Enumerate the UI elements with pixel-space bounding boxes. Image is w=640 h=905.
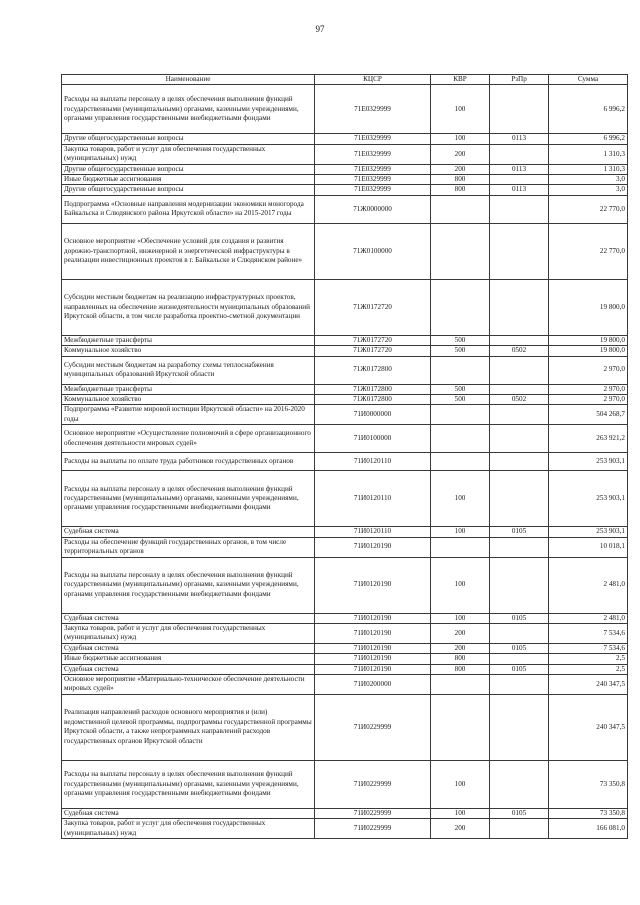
cell-sum: 3,0 xyxy=(549,175,628,185)
cell-name: Другие общегосударственные вопросы xyxy=(62,164,315,174)
cell-sum: 253 903,1 xyxy=(549,471,628,527)
cell-sum: 73 350,8 xyxy=(549,808,628,818)
table-row xyxy=(62,557,628,613)
column-header-name: Наименование xyxy=(62,75,315,85)
table-header-row xyxy=(62,75,628,85)
table-row xyxy=(62,613,628,623)
cell-kvr: 800 xyxy=(431,664,490,674)
cell-rzpr xyxy=(490,557,549,613)
table-row xyxy=(62,453,628,471)
cell-sum: 2 970,0 xyxy=(549,395,628,405)
table-row xyxy=(62,819,628,839)
table-row xyxy=(62,674,628,694)
cell-kvr: 800 xyxy=(431,654,490,664)
table-row xyxy=(62,395,628,405)
cell-name: Судебная система xyxy=(62,664,315,674)
cell-kvr xyxy=(431,425,490,453)
table-row xyxy=(62,664,628,674)
cell-sum: 22 770,0 xyxy=(549,223,628,279)
cell-kcsr: 71Ж0172800 xyxy=(315,384,431,394)
cell-name: Межбюджетные трансферты xyxy=(62,335,315,345)
cell-kcsr: 71Е0329999 xyxy=(315,134,431,144)
cell-sum: 504 268,7 xyxy=(549,405,628,425)
cell-rzpr xyxy=(490,654,549,664)
cell-rzpr xyxy=(490,223,549,279)
column-header-rzpr: РзПр xyxy=(490,75,549,85)
cell-kcsr: 71Ж0100000 xyxy=(315,223,431,279)
cell-rzpr xyxy=(490,760,549,808)
cell-rzpr xyxy=(490,623,549,643)
cell-sum: 6 996,2 xyxy=(549,134,628,144)
cell-kvr: 200 xyxy=(431,623,490,643)
cell-sum: 1 310,3 xyxy=(549,164,628,174)
cell-sum: 2,5 xyxy=(549,664,628,674)
cell-kcsr: 71Е0329999 xyxy=(315,185,431,195)
table-row xyxy=(62,335,628,345)
cell-rzpr xyxy=(490,819,549,839)
cell-name: Субсидии местным бюджетам на реализацию инфраструктурных проектов, направленных на обеспечение жизнедеятельности муниципальных образований Иркутской области, в том числе разработка проектно-сметной документации xyxy=(62,279,315,335)
table-row xyxy=(62,279,628,335)
cell-sum: 1 310,3 xyxy=(549,144,628,164)
cell-name: Судебная система xyxy=(62,643,315,653)
cell-name: Расходы на выплаты персоналу в целях обеспечения выполнения функций государственными (муниципальными) органами, казенными учреждениями, органами управления государственными внебюджетными фондами xyxy=(62,760,315,808)
cell-rzpr: 0105 xyxy=(490,527,549,537)
cell-name: Закупка товаров, работ и услуг для обеспечения государственных (муниципальных) нужд xyxy=(62,623,315,643)
cell-kvr xyxy=(431,356,490,384)
cell-kvr: 200 xyxy=(431,164,490,174)
cell-rzpr xyxy=(490,694,549,760)
cell-kvr xyxy=(431,279,490,335)
cell-kcsr: 71Ж0172800 xyxy=(315,395,431,405)
cell-kvr xyxy=(431,453,490,471)
cell-kvr: 100 xyxy=(431,527,490,537)
cell-sum: 240 347,5 xyxy=(549,674,628,694)
cell-rzpr xyxy=(490,537,549,557)
cell-kvr: 200 xyxy=(431,819,490,839)
table-row xyxy=(62,134,628,144)
page-number: 97 xyxy=(315,24,325,34)
cell-name: Закупка товаров, работ и услуг для обеспечения государственных (муниципальных) нужд xyxy=(62,819,315,839)
cell-rzpr: 0105 xyxy=(490,643,549,653)
table-row xyxy=(62,643,628,653)
table-row xyxy=(62,425,628,453)
table-row xyxy=(62,85,628,134)
budget-table xyxy=(61,74,628,839)
cell-rzpr xyxy=(490,175,549,185)
cell-name: Основное мероприятие «Обеспечение условий для создания и развития дорожно-транспортной, инженерной и энергетической инфраструктуры в реализации инвестиционных проектов в г. Байкальске и Слюдянском районе» xyxy=(62,223,315,279)
cell-rzpr xyxy=(490,356,549,384)
table-row xyxy=(62,471,628,527)
cell-sum: 73 350,8 xyxy=(549,760,628,808)
cell-kvr: 200 xyxy=(431,643,490,653)
cell-name: Коммунальное хозяйство xyxy=(62,395,315,405)
cell-kvr xyxy=(431,223,490,279)
cell-name: Судебная система xyxy=(62,613,315,623)
cell-kvr: 500 xyxy=(431,346,490,356)
cell-rzpr xyxy=(490,85,549,134)
cell-kcsr: 71Ж0172720 xyxy=(315,279,431,335)
cell-kvr: 800 xyxy=(431,185,490,195)
table-row xyxy=(62,356,628,384)
cell-kcsr: 71Ж0172800 xyxy=(315,356,431,384)
cell-kcsr: 71И0100000 xyxy=(315,425,431,453)
table-row xyxy=(62,223,628,279)
cell-name: Расходы на выплаты персоналу в целях обеспечения выполнения функций государственными (муниципальными) органами, казенными учреждениями, органами управления государственными внебюджетными фондами xyxy=(62,471,315,527)
cell-kcsr: 71Е0329999 xyxy=(315,164,431,174)
cell-kvr: 500 xyxy=(431,335,490,345)
cell-kvr: 500 xyxy=(431,395,490,405)
column-header-kvr: КВР xyxy=(431,75,490,85)
cell-rzpr xyxy=(490,425,549,453)
cell-kcsr: 71Е0329999 xyxy=(315,175,431,185)
cell-kcsr: 71И0120110 xyxy=(315,453,431,471)
cell-name: Подпрограмма «Основные направления модернизации экономики моногорода Байкальска и Слюдянского района Иркутской области» на 2015-2017 годы xyxy=(62,195,315,223)
cell-kvr: 100 xyxy=(431,557,490,613)
cell-rzpr xyxy=(490,279,549,335)
column-header-sum: Сумма xyxy=(549,75,628,85)
cell-name: Межбюджетные трансферты xyxy=(62,384,315,394)
cell-rzpr: 0113 xyxy=(490,164,549,174)
cell-name: Другие общегосударственные вопросы xyxy=(62,185,315,195)
cell-kvr: 500 xyxy=(431,384,490,394)
table-row xyxy=(62,537,628,557)
cell-name: Основное мероприятие «Материально-техническое обеспечение деятельности мировых судей» xyxy=(62,674,315,694)
cell-sum: 2 970,0 xyxy=(549,384,628,394)
cell-name: Судебная система xyxy=(62,808,315,818)
table-row xyxy=(62,405,628,425)
cell-sum: 7 534,6 xyxy=(549,623,628,643)
cell-kcsr: 71И0120190 xyxy=(315,654,431,664)
cell-rzpr: 0502 xyxy=(490,395,549,405)
cell-kcsr: 71И0229999 xyxy=(315,819,431,839)
table-row xyxy=(62,185,628,195)
cell-sum: 253 903,1 xyxy=(549,527,628,537)
cell-kvr: 100 xyxy=(431,471,490,527)
cell-kvr: 100 xyxy=(431,134,490,144)
column-header-kcsr: КЦСР xyxy=(315,75,431,85)
cell-sum: 22 770,0 xyxy=(549,195,628,223)
cell-sum: 2,5 xyxy=(549,654,628,664)
cell-sum: 10 018,1 xyxy=(549,537,628,557)
cell-sum: 2 481,0 xyxy=(549,613,628,623)
cell-kvr xyxy=(431,694,490,760)
table-row xyxy=(62,654,628,664)
cell-kvr xyxy=(431,674,490,694)
cell-sum: 6 996,2 xyxy=(549,85,628,134)
cell-kcsr: 71И0120190 xyxy=(315,557,431,613)
cell-kcsr: 71И0000000 xyxy=(315,405,431,425)
cell-kcsr: 71И0120190 xyxy=(315,664,431,674)
cell-name: Судебная система xyxy=(62,527,315,537)
cell-kvr: 800 xyxy=(431,175,490,185)
cell-name: Расходы на выплаты по оплате труда работников государственных органов xyxy=(62,453,315,471)
cell-kcsr: 71Ж0172720 xyxy=(315,335,431,345)
cell-name: Другие общегосударственные вопросы xyxy=(62,134,315,144)
cell-sum: 19 800,0 xyxy=(549,346,628,356)
cell-name: Коммунальное хозяйство xyxy=(62,346,315,356)
cell-name: Иные бюджетные ассигнования xyxy=(62,175,315,185)
cell-kcsr: 71И0200000 xyxy=(315,674,431,694)
cell-kcsr: 71Ж0172720 xyxy=(315,346,431,356)
cell-kvr xyxy=(431,537,490,557)
cell-rzpr xyxy=(490,674,549,694)
table-row xyxy=(62,164,628,174)
cell-rzpr: 0105 xyxy=(490,664,549,674)
cell-rzpr xyxy=(490,335,549,345)
cell-kcsr: 71И0120190 xyxy=(315,643,431,653)
table-row xyxy=(62,808,628,818)
cell-name: Расходы на выплаты персоналу в целях обеспечения выполнения функций государственными (муниципальными) органами, казенными учреждениями, органами управления государственными внебюджетными фондами xyxy=(62,85,315,134)
table-row xyxy=(62,694,628,760)
cell-kvr xyxy=(431,195,490,223)
cell-rzpr xyxy=(490,144,549,164)
table-body xyxy=(62,85,628,839)
cell-kcsr: 71И0120190 xyxy=(315,623,431,643)
cell-rzpr xyxy=(490,471,549,527)
cell-sum: 166 081,0 xyxy=(549,819,628,839)
cell-kcsr: 71Е0329999 xyxy=(315,85,431,134)
cell-name: Иные бюджетные ассигнования xyxy=(62,654,315,664)
cell-kvr: 100 xyxy=(431,85,490,134)
cell-sum: 253 903,1 xyxy=(549,453,628,471)
cell-kcsr: 71И0120190 xyxy=(315,537,431,557)
cell-sum: 240 347,5 xyxy=(549,694,628,760)
cell-rzpr: 0502 xyxy=(490,346,549,356)
cell-kvr: 100 xyxy=(431,613,490,623)
cell-sum: 7 534,6 xyxy=(549,643,628,653)
cell-name: Субсидии местным бюджетам на разработку схемы теплоснабжения муниципальных образований Иркутской области xyxy=(62,356,315,384)
cell-sum: 19 800,0 xyxy=(549,279,628,335)
table-row xyxy=(62,195,628,223)
table-row xyxy=(62,623,628,643)
cell-kcsr: 71Е0329999 xyxy=(315,144,431,164)
cell-kcsr: 71И0120110 xyxy=(315,471,431,527)
cell-rzpr xyxy=(490,195,549,223)
cell-kcsr: 71И0120190 xyxy=(315,613,431,623)
cell-kcsr: 71И0229999 xyxy=(315,760,431,808)
cell-rzpr xyxy=(490,384,549,394)
cell-kcsr: 71И0120110 xyxy=(315,527,431,537)
cell-kvr: 100 xyxy=(431,760,490,808)
cell-rzpr: 0113 xyxy=(490,185,549,195)
table-row xyxy=(62,144,628,164)
cell-kcsr: 71И0229999 xyxy=(315,694,431,760)
cell-kvr: 100 xyxy=(431,808,490,818)
cell-kcsr: 71Ж0000000 xyxy=(315,195,431,223)
cell-sum: 263 921,2 xyxy=(549,425,628,453)
cell-name: Подпрограмма «Развитие мировой юстиции Иркутской области» на 2016-2020 годы xyxy=(62,405,315,425)
table-row xyxy=(62,346,628,356)
cell-name: Расходы на обеспечение функций государственных органов, в том числе территориальных органов xyxy=(62,537,315,557)
cell-rzpr xyxy=(490,453,549,471)
cell-name: Закупка товаров, работ и услуг для обеспечения государственных (муниципальных) нужд xyxy=(62,144,315,164)
cell-rzpr: 0105 xyxy=(490,613,549,623)
cell-rzpr: 0105 xyxy=(490,808,549,818)
cell-name: Расходы на выплаты персоналу в целях обеспечения выполнения функций государственными (муниципальными) органами, казенными учреждениями, органами управления государственными внебюджетными фондами xyxy=(62,557,315,613)
cell-sum: 2 970,0 xyxy=(549,356,628,384)
table-row xyxy=(62,175,628,185)
cell-sum: 19 800,0 xyxy=(549,335,628,345)
table-row xyxy=(62,527,628,537)
cell-sum: 2 481,0 xyxy=(549,557,628,613)
cell-name: Реализация направлений расходов основного мероприятия и (или) ведомственной целевой программы, подпрограммы государственной программы Иркутской области, а также непрограммных направлений расходов государственных органов Иркутской области xyxy=(62,694,315,760)
cell-kcsr: 71И0229999 xyxy=(315,808,431,818)
cell-name: Основное мероприятие «Осуществление полномочий в сфере организационного обеспечения деятельности мировых судей» xyxy=(62,425,315,453)
table-row xyxy=(62,760,628,808)
cell-rzpr: 0113 xyxy=(490,134,549,144)
cell-kvr: 200 xyxy=(431,144,490,164)
cell-sum: 3,0 xyxy=(549,185,628,195)
cell-rzpr xyxy=(490,405,549,425)
table-row xyxy=(62,384,628,394)
cell-kvr xyxy=(431,405,490,425)
